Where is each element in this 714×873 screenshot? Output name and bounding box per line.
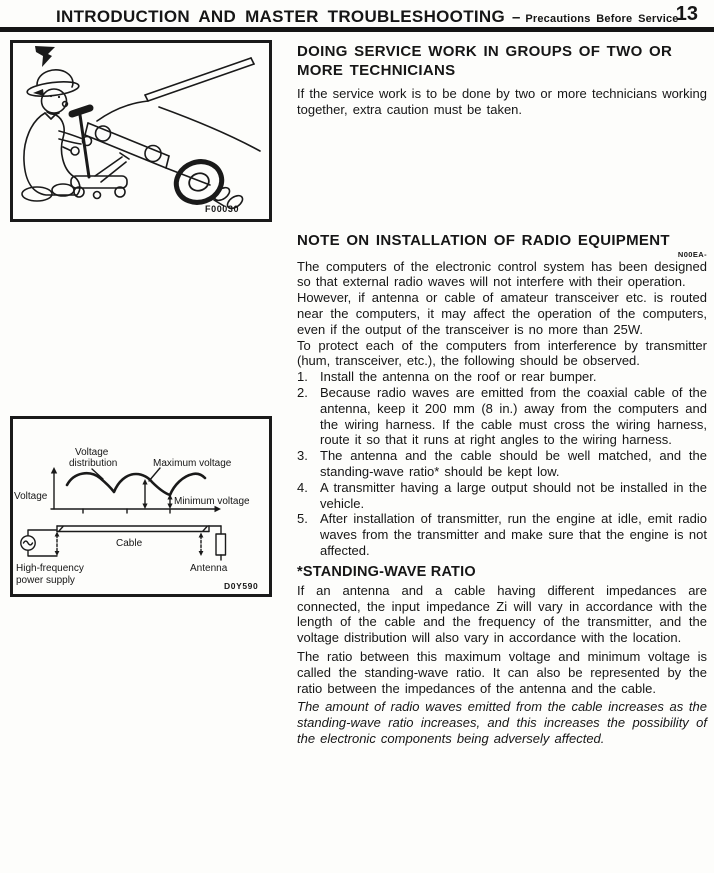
section-service-work: [297, 42, 707, 118]
list-item-number: 5.: [297, 511, 308, 527]
label-minimum-voltage: Minimum voltage: [174, 496, 250, 507]
label-power-supply-1: High-frequency: [16, 563, 84, 574]
section-heading-swr: *STANDING-WAVE RATIO: [297, 563, 476, 580]
section-code: N00EA-: [677, 249, 707, 259]
paragraph: However, if antenna or cable of amateur transceiver etc. is routed near the computers, it may affect the operation of the computers, even if the output of the transceiver is no more than 25W.: [297, 290, 707, 337]
list-item-number: 1.: [297, 369, 308, 385]
content-column: [297, 42, 707, 747]
list-item-text: A transmitter having a large output should not be installed in the vehicle.: [320, 479, 707, 511]
section-heading-radio: NOTE ON INSTALLATION OF RADIO EQUIPMENT: [297, 231, 670, 249]
paragraph: If the service work is to be done by two or more technicians working together, extra caution must be taken.: [297, 86, 707, 117]
list-item-text: After installation of transmitter, run the engine at idle, emit radio waves from the transmitter and make sure that the engine is not affected.: [320, 511, 707, 558]
page-number: 13: [675, 3, 698, 25]
label-voltage-axis: Voltage: [14, 491, 48, 502]
label-voltage-distribution-1: Voltage: [75, 447, 109, 458]
antenna-load-icon: [216, 534, 226, 555]
list-item-number: 3.: [297, 448, 308, 464]
paragraph: The ratio between this maximum voltage and minimum voltage is called the standing-wave ratio. It can also be represented by the ratio between the impedances of the antenna and the cable.: [297, 648, 707, 696]
list-item-text: Install the antenna on the roof or rear bumper.: [320, 369, 597, 385]
figure-standing-wave-diagram: [10, 416, 272, 597]
section-standing-wave-ratio: [297, 564, 707, 747]
list-item-number: 4.: [297, 479, 308, 495]
list-item: [297, 448, 707, 480]
header-dash: –: [512, 9, 521, 26]
label-cable: Cable: [116, 538, 143, 549]
list-item: [297, 385, 707, 448]
numbered-list: [297, 369, 707, 559]
list-item-text: The antenna and the cable should be well matched, and the standing-wave ratio* should be kept low.: [320, 448, 707, 479]
section-heading-service-work: DOING SERVICE WORK IN GROUPS OF TWO OR MORE TECHNICIANS: [297, 43, 673, 79]
list-item-text: Because radio waves are emitted from the coaxial cable of the antenna, keep it 200 mm (8 in.) away from the computers and the wiring harness. If the cable must cross the wiring harness, route it so that it runs at right angles to the wiring harness.: [320, 384, 707, 448]
splash-icon: [35, 46, 55, 67]
voltage-wave-curve: [67, 473, 205, 495]
header-subtitle: Precautions Before Service: [525, 13, 679, 25]
list-item: [297, 480, 707, 512]
list-item: [297, 369, 707, 385]
label-power-supply-2: power supply: [16, 575, 75, 586]
header-text: [56, 7, 679, 27]
figure-code-swr: D0Y590: [224, 581, 259, 591]
label-antenna: Antenna: [190, 563, 228, 574]
figure-service-work-illustration: [10, 40, 272, 222]
service-work-drawing: [13, 43, 269, 219]
figure-code-service: F00030: [205, 204, 240, 214]
paragraph: The amount of radio waves emitted from the cable increases as the standing-wave ratio increases, and this increases the possibility of the electronic components being adversely affected.: [297, 699, 707, 746]
header-rule: [0, 27, 714, 32]
label-voltage-distribution-2: distribution: [69, 458, 118, 469]
section-radio-equipment: [297, 231, 707, 559]
page-title: INTRODUCTION AND MASTER TROUBLESHOOTING: [56, 7, 505, 26]
label-maximum-voltage: Maximum voltage: [153, 458, 232, 469]
list-item-number: 2.: [297, 384, 308, 400]
list-item: [297, 511, 707, 558]
paragraph: To protect each of the computers from interference by transmitter (hum, transceiver, etc.), the following should be observed.: [297, 337, 707, 369]
paragraph: If an antenna and a cable having different impedances are connected, the input impedance Zi will vary in accordance with the length of the cable and the frequency of the transmitter, and the voltage distribution will also vary in accordance with the location.: [297, 582, 707, 646]
paragraph: The computers of the electronic control system has been designed so that external radio waves will not interfere with their operation.: [297, 258, 707, 290]
axis-arrow-up-icon: [51, 467, 57, 474]
standing-wave-drawing: [13, 419, 269, 594]
